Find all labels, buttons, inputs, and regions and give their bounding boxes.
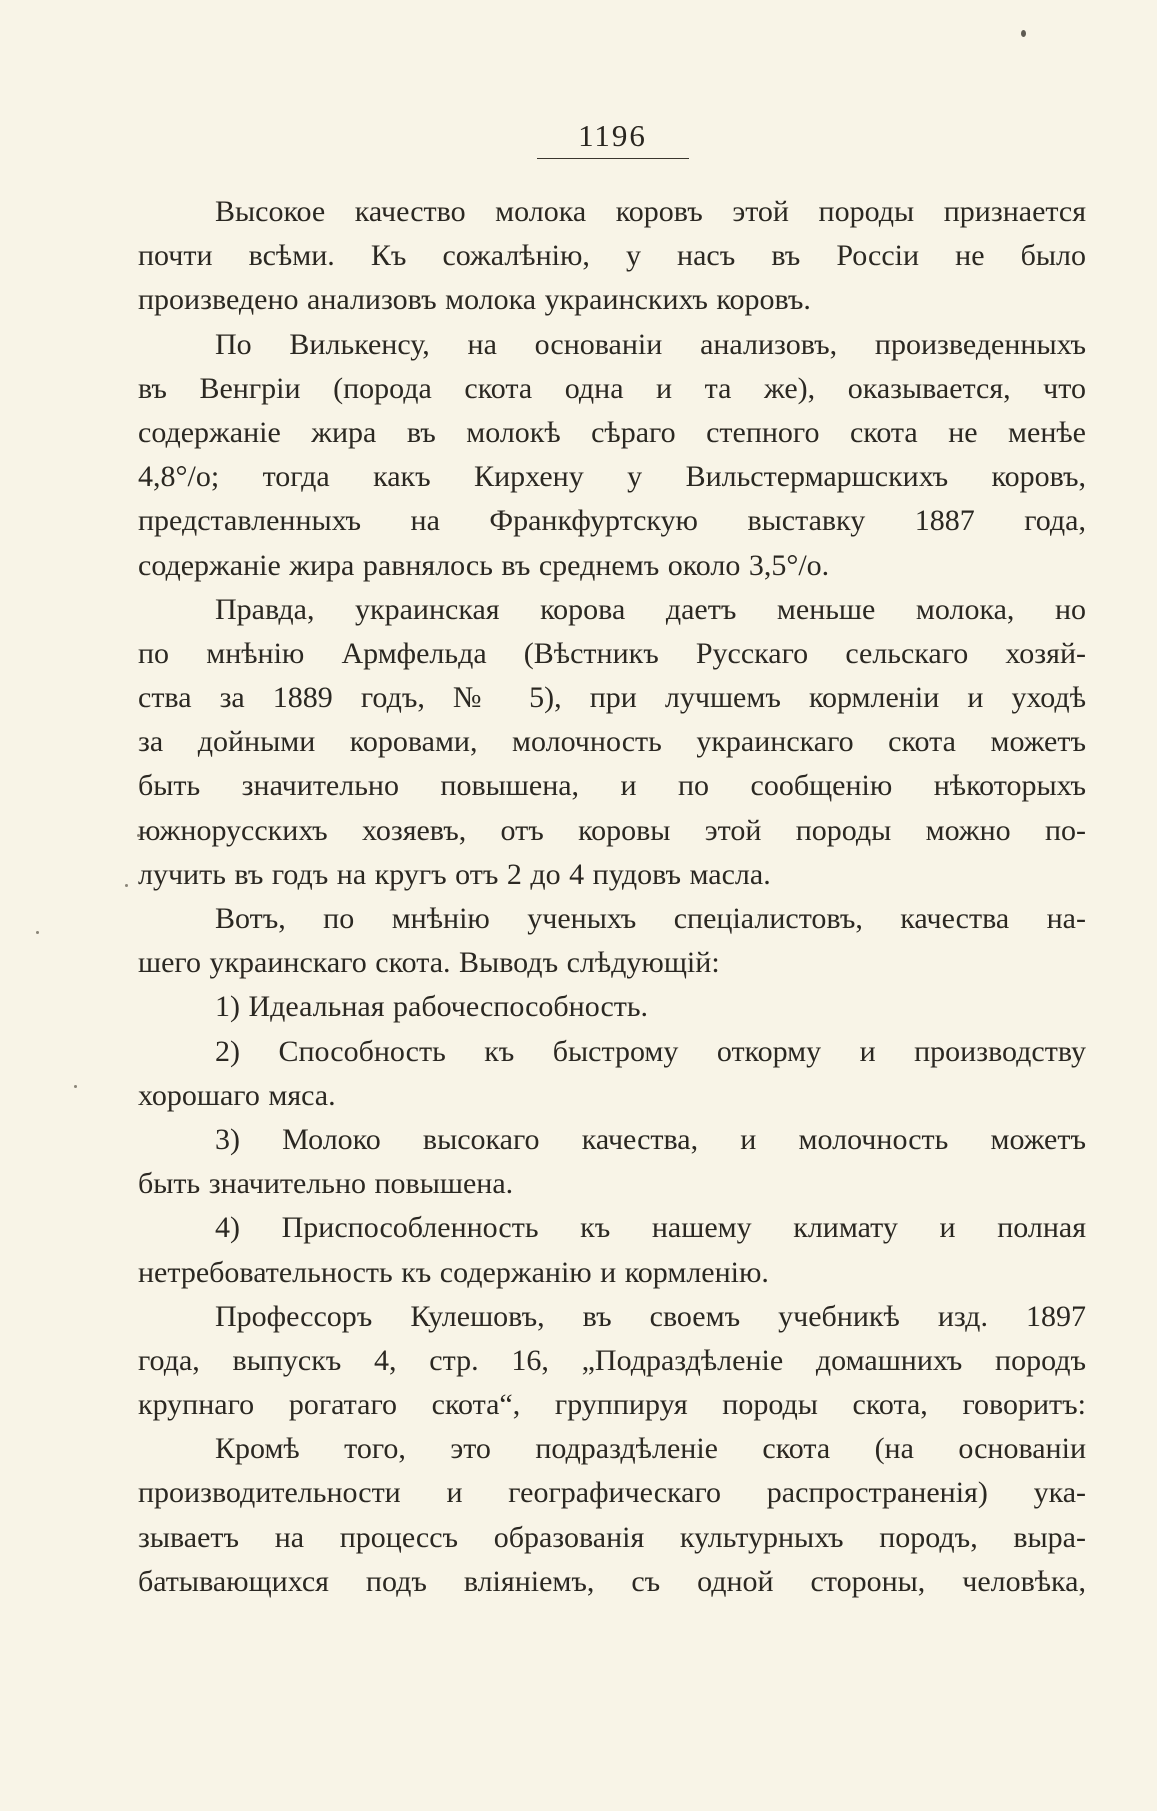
text-line: крупнаго рогатаго скота“, группируя породы скота, говоритъ:	[138, 1388, 1086, 1422]
page-number-rule	[537, 158, 689, 159]
text-line: Вотъ, по мнѣнію ученыхъ спеціалистовъ, качества на-	[215, 902, 1086, 935]
text-line: содержаніе жира въ молокѣ сѣраго степного скота не менѣе	[138, 415, 1086, 449]
text-line: быть значительно повышена.	[138, 1167, 514, 1201]
text-line: хорошаго мяса.	[138, 1078, 336, 1112]
text-line: нетребовательность къ содержанію и кормленію.	[138, 1255, 769, 1289]
text-line: производительности и географическаго распространенія) ука-	[138, 1476, 1086, 1510]
text-line: года, выпускъ 4, стр. 16, „Подраздѣленіе домашнихъ породъ	[138, 1343, 1086, 1377]
text-line: ства за 1889 годъ, № 5), при лучшемъ кормленіи и уходѣ	[138, 681, 1086, 715]
text-line: По Вилькенсу, на основаніи анализовъ, произведенныхъ	[215, 327, 1086, 361]
text-line: лучить въ годъ на кругъ отъ 2 до 4 пудовъ масла.	[138, 857, 771, 891]
text-line: 4,8°/о; тогда какъ Кирхену у Вильстермаршскихъ коровъ,	[138, 460, 1086, 494]
body-text	[138, 190, 1086, 1604]
text-line: Профессоръ Кулешовъ, въ своемъ учебникѣ изд. 1897	[215, 1299, 1086, 1333]
page-number: 1196	[578, 118, 647, 153]
list-item-1: 1) Идеальная рабочеспособность.	[215, 990, 649, 1024]
list-item-3: 3) Молоко высокаго качества, и молочность можетъ	[215, 1122, 1086, 1156]
text-line: Высокое качество молока коровъ этой породы признается	[215, 195, 1086, 228]
text-line: южнорусскихъ хозяевъ, отъ коровы этой породы можно по-	[138, 813, 1086, 847]
text-line: Кромѣ того, это подраздѣленіе скота (на основаніи	[215, 1432, 1086, 1466]
text-line: въ Венгріи (порода скота одна и та же), оказывается, что	[138, 371, 1086, 405]
text-line: батывающихся подъ вліяніемъ, съ одной стороны, человѣка,	[138, 1564, 1086, 1598]
text-line: быть значительно повышена, и по сообщенію нѣкоторыхъ	[138, 769, 1086, 803]
text-line: почти всѣми. Къ сожалѣнію, у насъ въ Россіи не было	[138, 239, 1086, 273]
list-item-2: 2) Способность къ быстрому откорму и производству	[215, 1034, 1086, 1068]
list-item-4: 4) Приспособленность къ нашему климату и полная	[215, 1211, 1086, 1245]
text-line: представленныхъ на Франкфуртскую выставку 1887 года,	[138, 504, 1086, 538]
text-line: за дойными коровами, молочность украинскаго скота можетъ	[138, 725, 1086, 759]
text-line: произведено анализовъ молока украинскихъ коровъ.	[138, 283, 811, 317]
text-line: содержаніе жира равнялось въ среднемъ около 3,5°/о.	[138, 548, 830, 582]
text-line: зываетъ на процессъ образованія культурныхъ породъ, выра-	[138, 1520, 1086, 1554]
text-line: Правда, украинская корова даетъ меньше молока, но	[215, 592, 1086, 626]
text-line: по мнѣнію Армфельда (Вѣстникъ Русскаго сельскаго хозяй-	[138, 636, 1086, 670]
text-line: шего украинскаго скота. Выводъ слѣдующій:	[138, 946, 720, 980]
